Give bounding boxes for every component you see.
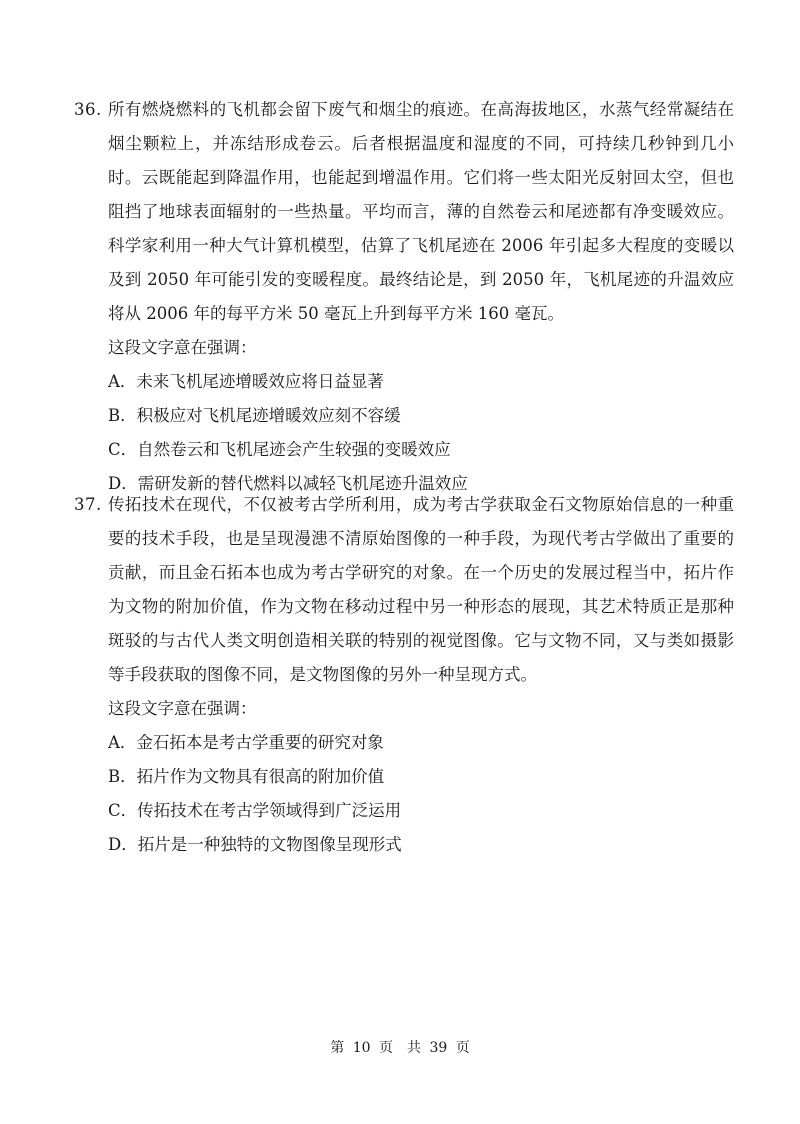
question-stem [74,488,734,692]
question-36 [74,93,734,501]
option-d: D．需研发新的替代燃料以减轻飞机尾迹升温效应 [108,474,468,493]
page-footer [0,1038,800,1058]
question-stem [74,93,734,331]
option-d: D．拓片是一种独特的文物图像呈现形式 [108,835,402,854]
question-passage: 所有燃烧燃料的飞机都会留下废气和烟尘的痕迹。在高海拔地区，水蒸气经常凝结在烟尘颗粒上，并冻结形成卷云。后者根据温度和湿度的不同，可持续几秒钟到几小时。云既能起到降温作用，也能起到增温作用。它们将一些太阳光反射回太空，但也阻挡了地球表面辐射的一些热量。平均而言，薄的自然卷云和尾迹都有净变暖效应。科学家利用一种大气计算机模型，估算了飞机尾迹在 2006 年引起多大程度的变暖以及到 2050 年可能引发的变暖程度。最终结论是，到 2050 年，飞机尾迹的升温效应将从 2006 年的每平方米 50 毫瓦上升到每平方米 160 毫瓦。 [108,100,734,323]
answer-options [108,365,734,501]
option-b: B．拓片作为文物具有很高的附加价值 [108,767,385,786]
option-a: A．金石拓本是考古学重要的研究对象 [108,733,384,752]
question-37 [74,488,734,862]
question-number: 36. [74,100,102,119]
question-passage: 传拓技术在现代，不仅被考古学所利用，成为考古学获取金石文物原始信息的一种重要的技术手段，也是呈现漫漶不清原始图像的一种手段，为现代考古学做出了重要的贡献，而且金石拓本也成为考古学研究的对象。在一个历史的发展过程当中，拓片作为文物的附加价值，作为文物在移动过程中另一种形态的展现，其艺术特质正是那种斑驳的与古代人类文明创造相关联的特别的视觉图像。它与文物不同，又与类如摄影等手段获取的图像不同，是文物图像的另外一种呈现方式。 [108,495,734,684]
option-a: A．未来飞机尾迹增暖效应将日益显著 [108,372,384,391]
option-c: C．自然卷云和飞机尾迹会产生较强的变暖效应 [108,440,451,459]
question-prompt: 这段文字意在强调： [108,338,257,357]
question-number: 37. [74,495,102,514]
page-number: 第 10 页 共 39 页 [330,1040,470,1056]
answer-options [108,726,734,862]
question-prompt: 这段文字意在强调： [108,699,257,718]
option-c: C．传拓技术在考古学领域得到广泛运用 [108,801,402,820]
option-b: B．积极应对飞机尾迹增暖效应刻不容缓 [108,406,401,425]
